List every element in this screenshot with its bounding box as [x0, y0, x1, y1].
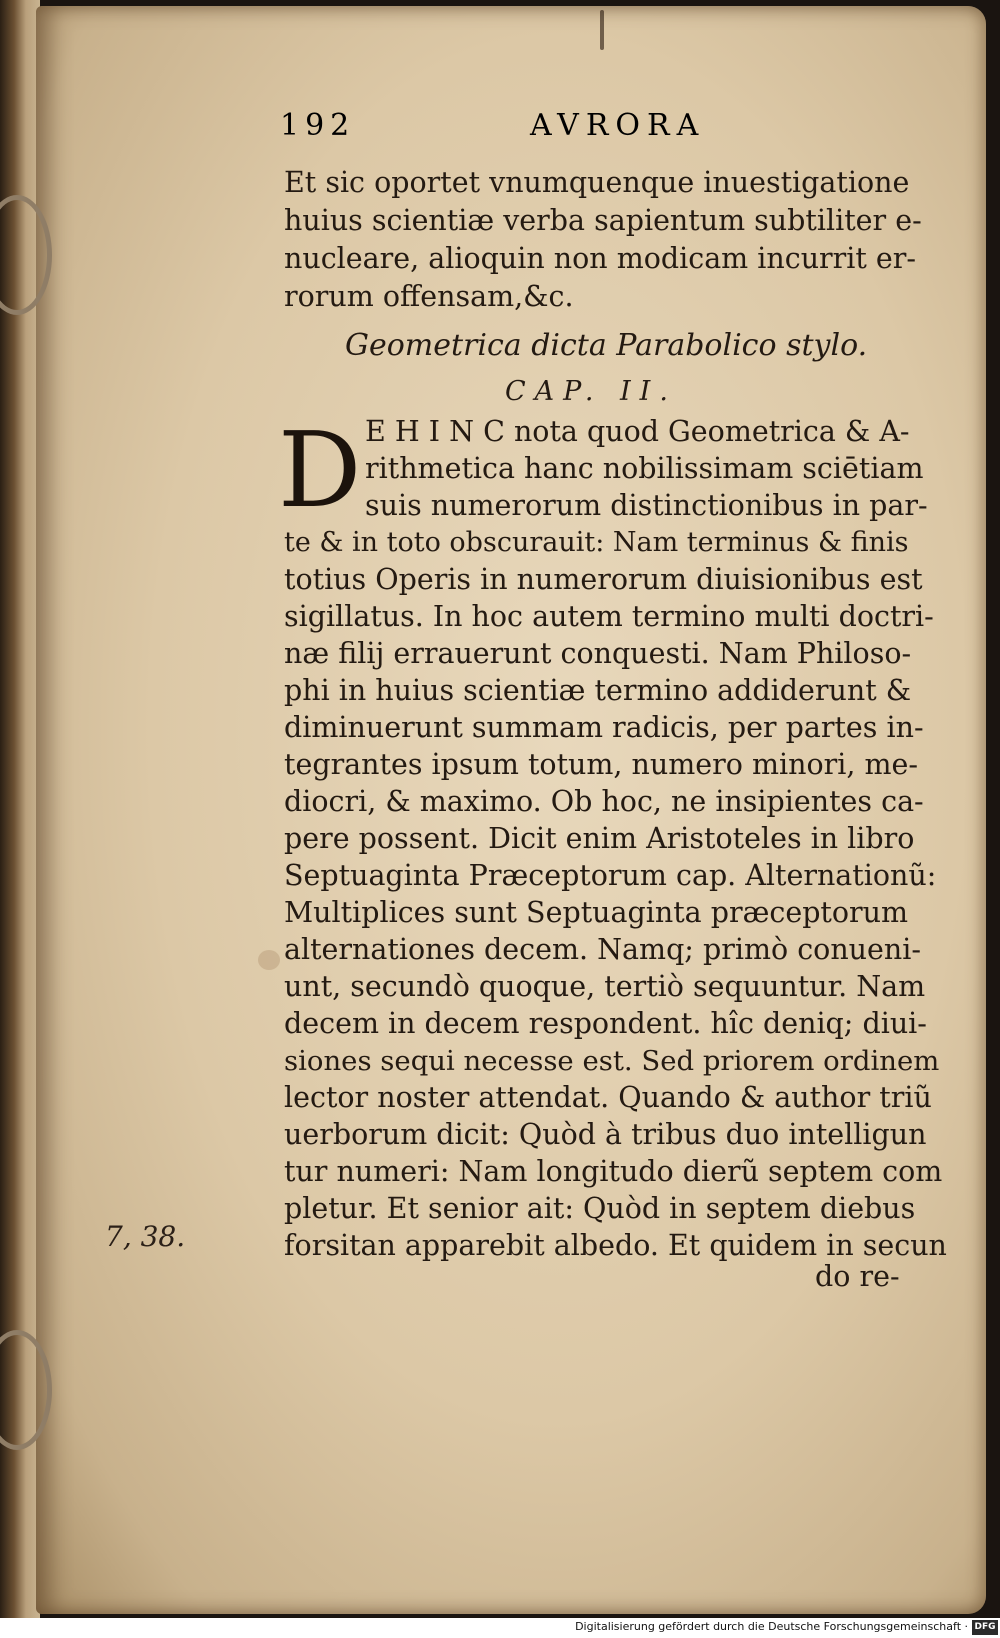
- text-line: te & in toto obscurauit: Nam terminus & finis: [284, 527, 909, 558]
- text-line: pere possent. Dicit enim Aristoteles in libro: [284, 822, 915, 855]
- text-line: alternationes decem. Namq; primò conueni-: [284, 933, 921, 966]
- text-line: næ filij errauerunt conquesti. Nam Philoso-: [284, 637, 912, 670]
- text-line: lector noster attendat. Quando & author triũ: [284, 1081, 932, 1114]
- margin-annotation: 7, 38.: [105, 1220, 186, 1253]
- drop-cap: D: [278, 409, 362, 531]
- text-line: siones sequi necesse est. Sed priorem ordinem: [284, 1045, 940, 1077]
- text-line: diminuerunt summam radicis, per partes in-: [284, 711, 924, 744]
- text-line: Septuaginta Præceptorum cap. Alternationũ:: [284, 859, 937, 892]
- text-line: huius scientiæ verba sapientum subtiliter e-: [284, 204, 922, 237]
- folio-number: 192: [280, 108, 356, 143]
- text-line: forsitan apparebit albedo. Et quidem in secun: [284, 1229, 947, 1262]
- text-line: Et sic oportet vnumquenque inuestigatione: [284, 166, 910, 199]
- text-line: E H I N C nota quod Geometrica & A-: [365, 415, 910, 448]
- section-title: Geometrica dicta Parabolico stylo.: [345, 328, 868, 363]
- catchword: do re-: [815, 1260, 900, 1293]
- text-line: unt, secundò quoque, tertiò sequuntur. Nam: [284, 970, 926, 1003]
- funding-credit: Digitalisierung gefördert durch die Deutsche Forschungsgemeinschaft ·: [575, 1620, 968, 1633]
- chapter-heading: CAP. II.: [505, 376, 677, 407]
- text-line: tur numeri: Nam longitudo dierũ septem com: [284, 1155, 943, 1188]
- text-line: pletur. Et senior ait: Quòd in septem diebus: [284, 1192, 916, 1225]
- text-line: rithmetica hanc nobilissimam sciētiam: [365, 452, 924, 485]
- text-line: decem in decem respondent. hîc deniq; diui-: [284, 1007, 927, 1040]
- dfg-logo: DFG: [972, 1620, 998, 1635]
- text-line: uerborum dicit: Quòd à tribus duo intelligun: [284, 1118, 927, 1151]
- text-line: tegrantes ipsum totum, numero minori, me-: [284, 748, 918, 781]
- text-line: nucleare, alioquin non modicam incurrit er-: [284, 242, 917, 275]
- text-line: Multiplices sunt Septuaginta præceptorum: [284, 896, 909, 929]
- text-line: phi in huius scientiæ termino addiderunt &: [284, 674, 912, 707]
- text-line: diocri, & maximo. Ob hoc, ne insipientes ca-: [284, 785, 924, 818]
- text-line: totius Operis in numerorum diuisionibus est: [284, 563, 923, 596]
- text-line: suis numerorum distinctionibus in par-: [365, 489, 928, 522]
- running-head: AVRORA: [530, 108, 706, 143]
- footer-bar: [0, 1618, 1000, 1638]
- text-line: rorum offensam,&c.: [284, 280, 574, 313]
- text-line: sigillatus. In hoc autem termino multi doctri-: [284, 600, 934, 633]
